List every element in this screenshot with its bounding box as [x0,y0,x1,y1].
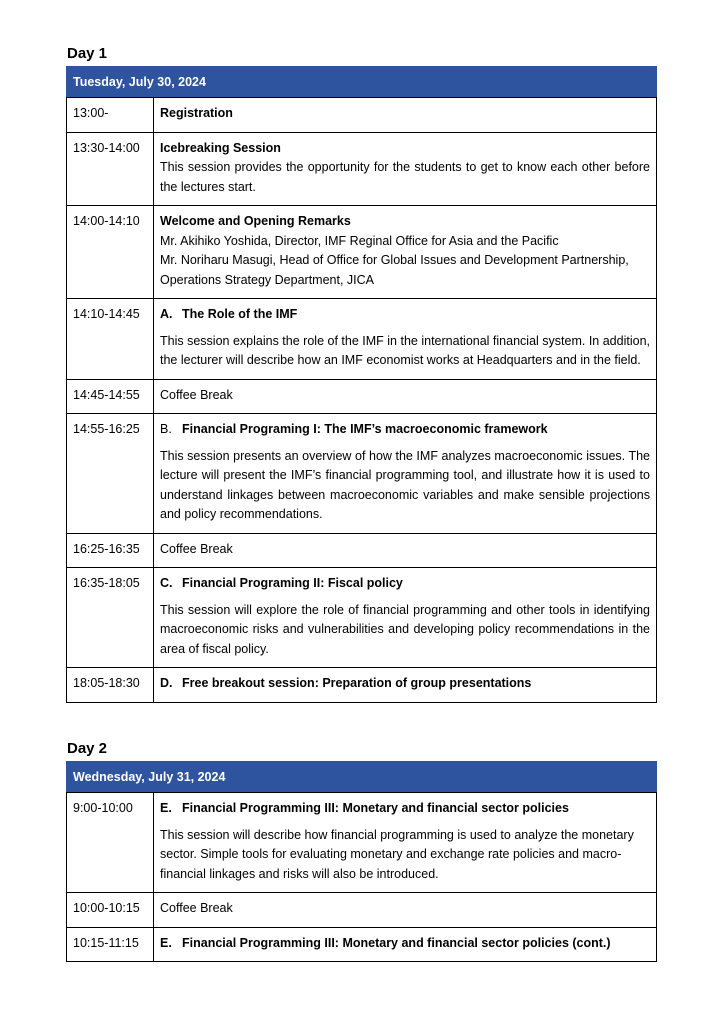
session-letter: B. [160,422,172,436]
row-time: 14:10-14:45 [67,299,154,380]
schedule-row [67,206,657,299]
session-letter: D. [160,676,173,690]
day2-date-header [67,762,657,793]
row-description: This session provides the opportunity for the students to get to know each other before the lectures start. [160,160,650,194]
speaker-line: Mr. Noriharu Masugi, Head of Office for Global Issues and Development Partnership, Operations Strategy Department, JICA [160,253,629,287]
row-time: 16:25-16:35 [67,533,154,568]
row-description: This session presents an overview of how the IMF analyzes macroeconomic issues. The lecture will present the IMF’s financial programming tool, and illustrate how it is used to understand linkages between macroeconomic variables and make sensible projections and policy recommendations. [160,448,650,521]
schedule-row [67,927,657,962]
schedule-row [67,98,657,133]
schedule-row [67,132,657,206]
row-title [160,799,650,819]
schedule-row [67,414,657,534]
session-title: Financial Programing I: The IMF’s macroeconomic framework [182,422,548,436]
row-time: 18:05-18:30 [67,668,154,703]
row-description: This session will explore the role of financial programming and other tools in identifying macroeconomic risks and vulnerabilities and developing policy recommendations in the area of fiscal policy. [160,602,650,656]
session-letter: E. [160,935,172,950]
schedule-row [67,668,657,703]
row-title: Coffee Break [160,901,233,915]
schedule-row [67,299,657,380]
row-description: This session explains the role of the IMF in the international financial system. In addition, the lecturer will describe how an IMF economist works at Headquarters and in the field. [160,333,650,367]
row-title [160,574,650,594]
session-title: Financial Programming III: Monetary and financial sector policies [182,801,569,815]
row-title [160,674,650,694]
day2-heading: Day 2 [67,740,108,757]
schedule-row [67,893,657,928]
day1-heading: Day 1 [67,45,108,62]
row-title [160,420,650,440]
schedule-row [67,568,657,668]
row-title: Icebreaking Session [160,140,281,155]
day1-date-header [67,67,657,98]
day1-date: Tuesday, July 30, 2024 [67,67,657,98]
day1-schedule-table [66,66,657,703]
row-title: Welcome and Opening Remarks [160,214,351,228]
row-time: 16:35-18:05 [67,568,154,668]
session-title: Free breakout session: Preparation of group presentations [182,676,532,690]
day2-date: Wednesday, July 31, 2024 [67,762,657,793]
row-time: 14:55-16:25 [67,414,154,534]
row-title: Registration [160,106,233,120]
row-time: 14:45-14:55 [67,379,154,414]
schedule-row [67,533,657,568]
row-title: Coffee Break [160,541,233,556]
row-time: 9:00-10:00 [67,793,154,893]
session-letter: C. [160,576,173,590]
session-title: Financial Programming III: Monetary and financial sector policies (cont.) [182,935,611,950]
row-title: Coffee Break [160,387,233,402]
session-letter: E. [160,801,172,815]
speaker-line: Mr. Akihiko Yoshida, Director, IMF Reginal Office for Asia and the Pacific [160,233,559,248]
row-title [160,934,650,954]
schedule-row [67,379,657,414]
row-time: 10:00-10:15 [67,893,154,928]
row-description: This session will describe how financial programming is used to analyze the monetary sector. Simple tools for evaluating monetary and exchange rate policies and macro-financial linkages and risks will also be introduced. [160,827,634,881]
row-time: 14:00-14:10 [67,206,154,299]
schedule-row [67,793,657,893]
session-title: The Role of the IMF [182,307,298,321]
row-title [160,305,650,325]
row-time: 10:15-11:15 [67,927,154,962]
row-time: 13:30-14:00 [67,132,154,206]
row-time: 13:00- [67,98,154,133]
day2-schedule-table [66,761,657,962]
session-title: Financial Programing II: Fiscal policy [182,576,403,590]
session-letter: A. [160,307,173,321]
